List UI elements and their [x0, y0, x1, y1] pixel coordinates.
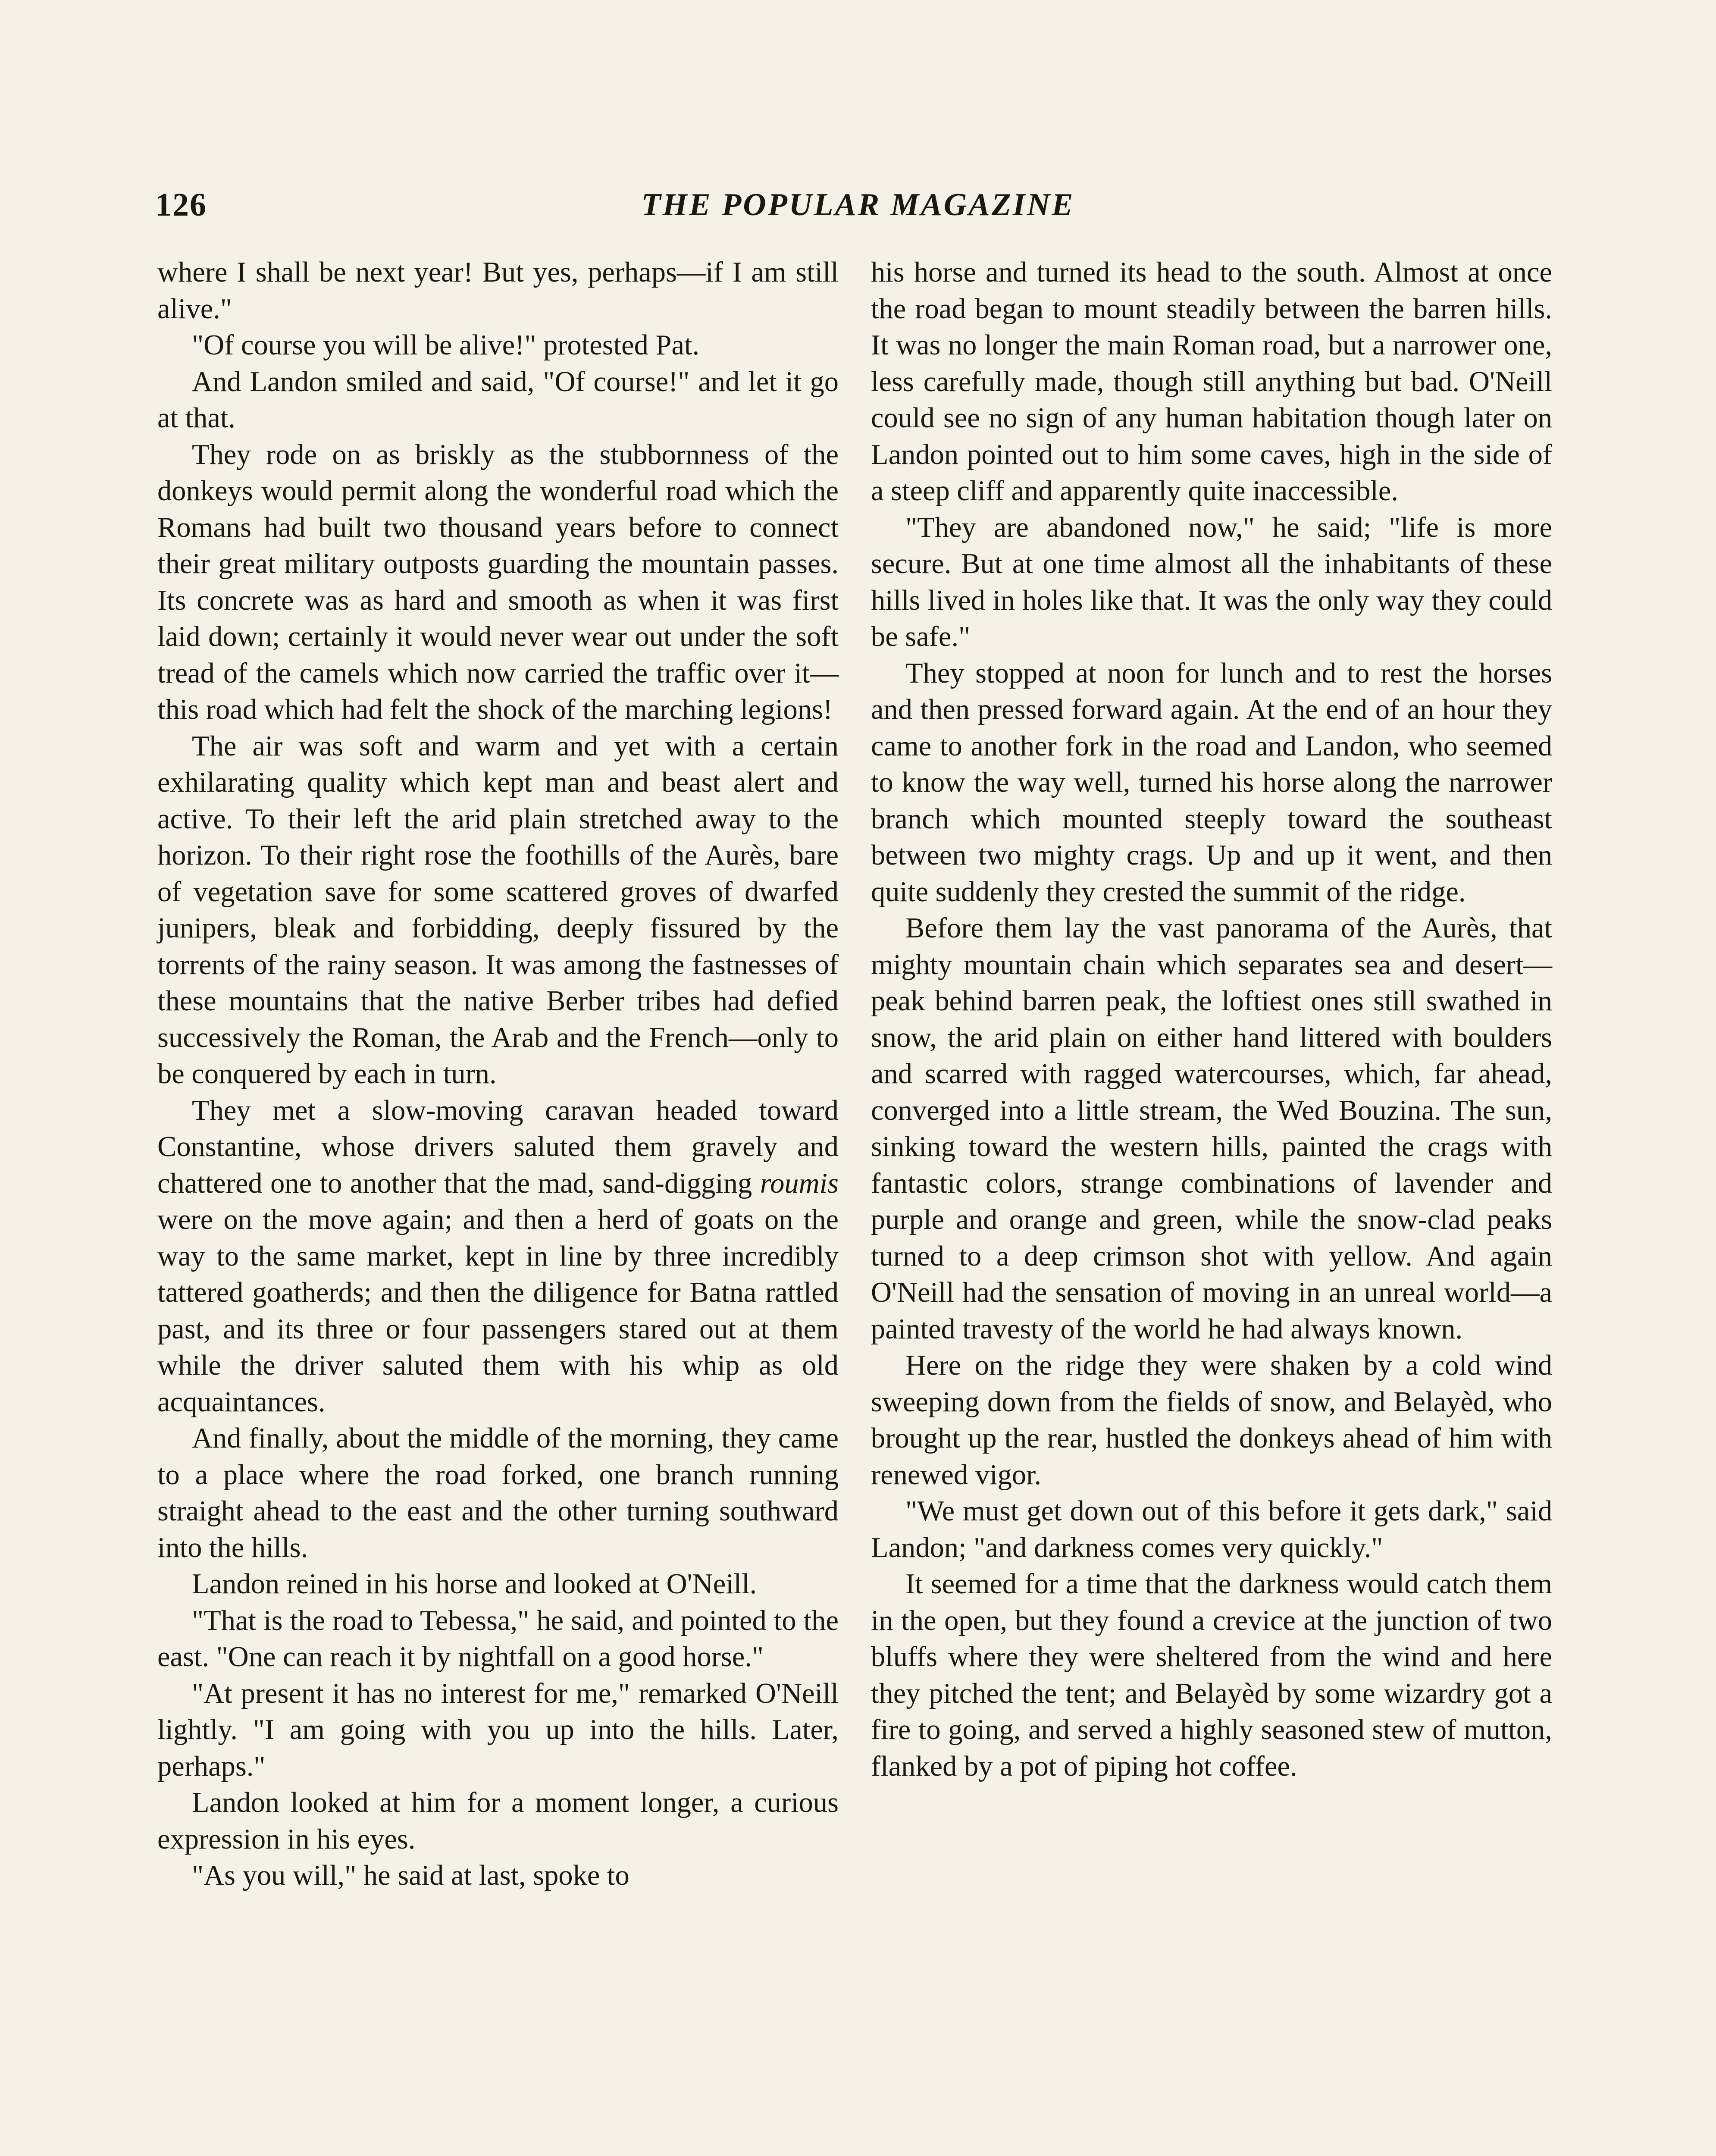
paragraph-text: "As you will," he said at last, spoke to: [192, 1860, 629, 1891]
paragraph: [871, 254, 1552, 510]
paragraph-text: It seemed for a time that the darkness would catch them in the open, but they found a crevice at the junction of two bluffs where they were sheltered from the wind and here they pitched the tent; and Belayèd by some wizardry got a fire to going, and served a highly seasoned stew of mutton, flanked by a pot of piping hot coffee.: [871, 1568, 1552, 1782]
paragraph-text: where I shall be next year! But yes, perhaps—if I am still alive.": [157, 257, 839, 325]
paragraph: [157, 1858, 839, 1894]
left-text-column: [157, 254, 839, 1894]
paragraph-text: And Landon smiled and said, "Of course!" and let it go at that.: [157, 366, 839, 434]
paragraph-text: Before them lay the vast panorama of the Aurès, that mighty mountain chain which separates sea and desert—peak behind barren peak, the loftiest ones still swathed in snow, the arid plain on either hand littered with boulders and scarred with ragged watercourses, which, far ahead, converged into a little stream, the Wed Bouzina. The sun, sinking toward the western hills, painted the crags with fantastic colors, strange combinations of lavender and purple and orange and green, while the snow-clad peaks turned to a deep crimson shot with yellow. And again O'Neill had the sensation of moving in an unreal world—a painted travesty of the world he had always known.: [871, 912, 1552, 1345]
paragraph-text: They met a slow-moving caravan headed toward Constantine, whose drivers saluted them gravely and chattered one to another that the mad, sand-digging: [157, 1094, 839, 1199]
paragraph-text-continued: were on the move again; and then a herd of goats on the way to the same market, kept in line by three incredibly tattered goatherds; and then the diligence for Batna rattled past, and its three or four passengers stared out at them while the driver saluted them with his whip as old acquaintances.: [157, 1204, 839, 1418]
page-number: 126: [155, 187, 207, 223]
paragraph-text: Here on the ridge they were shaken by a cold wind sweeping down from the fields of snow, and Belayèd, who brought up the rear, hustled the donkeys ahead of him with renewed vigor.: [871, 1350, 1552, 1491]
paragraph: [157, 327, 839, 364]
paragraph: [157, 254, 839, 327]
paragraph-text: "That is the road to Tebessa," he said, and pointed to the east. "One can reach it by nightfall on a good horse.": [157, 1604, 839, 1673]
paragraph: [871, 655, 1552, 911]
paragraph-text: They stopped at noon for lunch and to rest the horses and then pressed forward again. At the end of an hour they came to another fork in the road and Landon, who seemed to know the way well, turned his horse along the narrower branch which mounted steeply toward the southeast between two mighty crags. Up and up it went, and then quite suddenly they crested the summit of the ridge.: [871, 657, 1552, 908]
paragraph: [157, 1093, 839, 1421]
paragraph-text: his horse and turned its head to the south. Almost at once the road began to mount steadily between the barren hills. It was no longer the main Roman road, but a narrower one, less carefully made, though still anything but bad. O'Neill could see no sign of any human habitation though later on Landon pointed out to him some caves, high in the side of a steep cliff and apparently quite inaccessible.: [871, 257, 1552, 507]
right-text-column: [871, 254, 1552, 1785]
paragraph: [871, 1566, 1552, 1785]
paragraph-text: The air was soft and warm and yet with a certain exhilarating quality which kept man and beast alert and active. To their left the arid plain stretched away to the horizon. To their right rose the foothills of the Aurès, bare of vegetation save for some scattered groves of dwarfed junipers, bleak and forbidding, deeply fissured by the torrents of the rainy season. It was among the fastnesses of these mountains that the native Berber tribes had defied successively the Roman, the Arab and the French—only to be conquered by each in turn.: [157, 730, 839, 1090]
italic-word: roumis: [760, 1167, 839, 1199]
running-title: THE POPULAR MAGAZINE: [641, 187, 1075, 222]
paragraph: [871, 910, 1552, 1348]
paragraph: [871, 1348, 1552, 1493]
paragraph: [157, 1420, 839, 1566]
paragraph: [157, 728, 839, 1093]
paragraph-text: "Of course you will be alive!" protested Pat.: [192, 329, 700, 361]
paragraph: [871, 1493, 1552, 1566]
paragraph-text: "They are abandoned now," he said; "life is more secure. But at one time almost all the inhabitants of these hills lived in holes like that. It was the only way they could be safe.": [871, 511, 1552, 652]
paragraph: [157, 1676, 839, 1785]
paragraph-text: They rode on as briskly as the stubbornness of the donkeys would permit along the wonderful road which the Romans had built two thousand years before to connect their great military outposts guarding the mountain passes. Its concrete was as hard and smooth as when it was first laid down; certainly it would never wear out under the soft tread of the camels which now carried the traffic over it—this road which had felt the shock of the marching legions!: [157, 439, 839, 725]
paragraph: [871, 510, 1552, 655]
paragraph-text: "At present it has no interest for me," remarked O'Neill lightly. "I am going with you up into the hills. Later, perhaps.": [157, 1677, 839, 1782]
paragraph: [157, 364, 839, 437]
paragraph: [157, 1785, 839, 1858]
paragraph-text: And finally, about the middle of the morning, they came to a place where the road forked, one branch running straight ahead to the east and the other turning southward into the hills.: [157, 1423, 839, 1564]
paragraph: [157, 1603, 839, 1676]
paragraph-text: Landon looked at him for a moment longer, a curious expression in his eyes.: [157, 1787, 839, 1855]
page-header: [155, 181, 1561, 229]
paragraph: [157, 1566, 839, 1603]
paragraph-text: "We must get down out of this before it gets dark," said Landon; "and darkness comes very quickly.": [871, 1495, 1552, 1564]
paragraph-text: Landon reined in his horse and looked at O'Neill.: [192, 1568, 757, 1600]
paragraph: [157, 437, 839, 728]
